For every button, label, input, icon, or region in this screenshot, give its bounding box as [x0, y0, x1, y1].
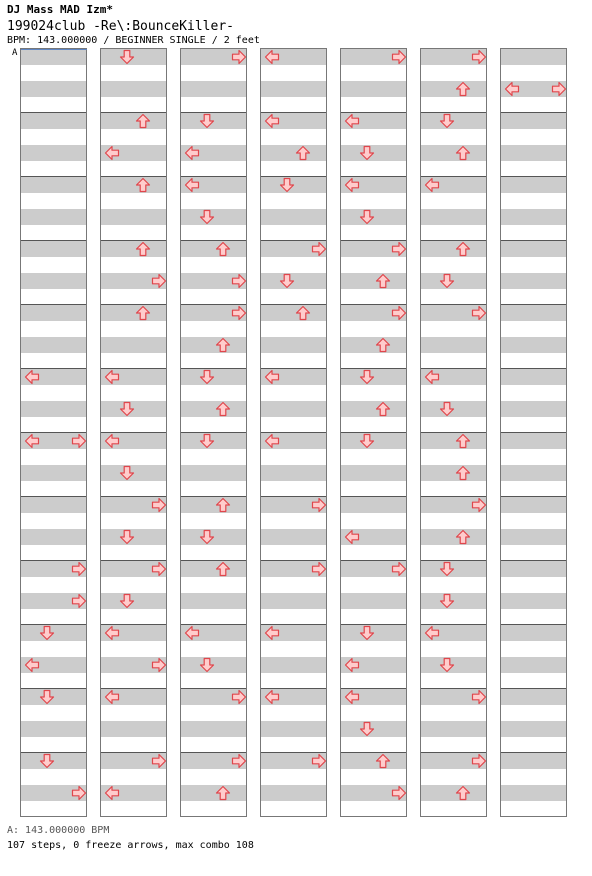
arrow-up-icon	[215, 561, 231, 577]
beat-stripe	[181, 81, 246, 97]
arrow-down-icon	[119, 529, 135, 545]
measure-line	[21, 496, 86, 497]
measure-line	[501, 304, 566, 305]
arrow-left-icon	[344, 657, 360, 673]
beat-stripe	[181, 401, 246, 417]
arrow-down-icon	[199, 529, 215, 545]
beat-stripe	[261, 529, 326, 545]
arrow-up-icon	[375, 753, 391, 769]
arrow-right-icon	[231, 273, 247, 289]
arrow-left-icon	[24, 657, 40, 673]
beat-stripe	[501, 625, 566, 641]
measure-line	[341, 752, 406, 753]
arrow-right-icon	[311, 753, 327, 769]
arrow-left-icon	[184, 145, 200, 161]
chart-column	[340, 48, 407, 817]
beat-stripe	[501, 369, 566, 385]
beat-stripe	[501, 337, 566, 353]
beat-stripe	[501, 401, 566, 417]
step-stats: 107 steps, 0 freeze arrows, max combo 108	[7, 840, 254, 851]
beat-stripe	[501, 497, 566, 513]
arrow-down-icon	[119, 401, 135, 417]
chart-column	[500, 48, 567, 817]
arrow-right-icon	[471, 753, 487, 769]
beat-stripe	[341, 273, 406, 289]
arrow-left-icon	[264, 369, 280, 385]
measure-line	[101, 240, 166, 241]
arrow-up-icon	[135, 177, 151, 193]
arrow-up-icon	[375, 401, 391, 417]
beat-stripe	[341, 593, 406, 609]
arrow-left-icon	[264, 689, 280, 705]
arrow-up-icon	[135, 113, 151, 129]
arrow-up-icon	[455, 529, 471, 545]
beat-stripe	[261, 209, 326, 225]
arrow-left-icon	[104, 785, 120, 801]
arrow-down-icon	[39, 625, 55, 641]
beat-stripe	[501, 593, 566, 609]
beat-stripe	[501, 273, 566, 289]
beat-stripe	[101, 113, 166, 129]
arrow-right-icon	[231, 689, 247, 705]
arrow-left-icon	[264, 625, 280, 641]
beat-stripe	[501, 689, 566, 705]
measure-line	[501, 240, 566, 241]
arrow-down-icon	[199, 657, 215, 673]
arrow-right-icon	[391, 241, 407, 257]
arrow-left-icon	[104, 145, 120, 161]
arrow-up-icon	[455, 241, 471, 257]
arrow-right-icon	[471, 497, 487, 513]
beat-stripe	[421, 241, 486, 257]
arrow-left-icon	[24, 433, 40, 449]
beat-stripe	[261, 305, 326, 321]
arrow-up-icon	[455, 145, 471, 161]
measure-line	[21, 240, 86, 241]
arrow-down-icon	[279, 177, 295, 193]
arrow-left-icon	[344, 113, 360, 129]
song-title: 199024club -Re\:BounceKiller-	[7, 19, 234, 34]
chart-column	[20, 48, 87, 817]
measure-line	[421, 432, 486, 433]
measure-line	[501, 688, 566, 689]
beat-stripe	[181, 721, 246, 737]
beat-stripe	[421, 529, 486, 545]
measure-line	[101, 112, 166, 113]
beat-stripe	[181, 593, 246, 609]
arrow-left-icon	[504, 81, 520, 97]
arrow-up-icon	[455, 785, 471, 801]
arrow-right-icon	[231, 305, 247, 321]
beat-stripe	[21, 145, 86, 161]
measure-line	[341, 496, 406, 497]
beat-stripe	[181, 561, 246, 577]
arrow-left-icon	[424, 369, 440, 385]
arrow-down-icon	[199, 369, 215, 385]
arrow-left-icon	[344, 689, 360, 705]
measure-line	[181, 560, 246, 561]
arrow-right-icon	[311, 497, 327, 513]
beat-stripe	[501, 465, 566, 481]
arrow-left-icon	[264, 49, 280, 65]
arrow-right-icon	[551, 81, 567, 97]
measure-line	[421, 240, 486, 241]
arrow-down-icon	[39, 753, 55, 769]
beat-stripe	[421, 337, 486, 353]
chart-column	[420, 48, 487, 817]
beat-stripe	[181, 241, 246, 257]
arrow-right-icon	[71, 561, 87, 577]
beat-stripe	[21, 177, 86, 193]
measure-line	[181, 496, 246, 497]
beat-stripe	[501, 305, 566, 321]
beat-stripe	[21, 305, 86, 321]
beat-stripe	[261, 657, 326, 673]
beat-stripe	[181, 337, 246, 353]
arrow-right-icon	[471, 689, 487, 705]
arrow-up-icon	[215, 337, 231, 353]
beat-stripe	[101, 721, 166, 737]
arrow-right-icon	[471, 305, 487, 321]
arrow-right-icon	[311, 561, 327, 577]
arrow-left-icon	[184, 625, 200, 641]
arrow-left-icon	[24, 369, 40, 385]
beat-stripe	[261, 81, 326, 97]
beat-stripe	[21, 209, 86, 225]
measure-line	[501, 624, 566, 625]
beat-stripe	[501, 49, 566, 65]
measure-line	[501, 752, 566, 753]
arrow-right-icon	[391, 785, 407, 801]
measure-line	[21, 176, 86, 177]
arrow-down-icon	[359, 369, 375, 385]
arrow-right-icon	[231, 49, 247, 65]
bpm-marker-label: A	[12, 48, 18, 58]
artist-name: DJ Mass MAD Izm*	[7, 3, 113, 16]
arrow-left-icon	[104, 625, 120, 641]
arrow-right-icon	[311, 241, 327, 257]
arrow-left-icon	[184, 177, 200, 193]
bpm-summary: A: 143.000000 BPM	[7, 825, 110, 836]
beat-stripe	[101, 241, 166, 257]
arrow-right-icon	[71, 785, 87, 801]
arrow-left-icon	[104, 689, 120, 705]
measure-line	[501, 112, 566, 113]
beat-stripe	[421, 209, 486, 225]
beat-stripe	[501, 145, 566, 161]
beat-stripe	[21, 497, 86, 513]
beat-stripe	[341, 465, 406, 481]
arrow-right-icon	[151, 497, 167, 513]
arrow-up-icon	[375, 337, 391, 353]
arrow-up-icon	[295, 145, 311, 161]
beat-stripe	[421, 785, 486, 801]
beat-stripe	[261, 721, 326, 737]
beat-stripe	[101, 81, 166, 97]
beat-stripe	[101, 337, 166, 353]
arrow-up-icon	[215, 241, 231, 257]
arrow-up-icon	[215, 401, 231, 417]
beat-stripe	[501, 721, 566, 737]
beat-stripe	[501, 785, 566, 801]
beat-stripe	[101, 209, 166, 225]
beat-stripe	[261, 401, 326, 417]
arrow-up-icon	[135, 241, 151, 257]
arrow-up-icon	[455, 465, 471, 481]
arrow-left-icon	[264, 113, 280, 129]
arrow-right-icon	[391, 49, 407, 65]
arrow-down-icon	[279, 273, 295, 289]
chart-column	[100, 48, 167, 817]
beat-stripe	[21, 113, 86, 129]
beat-stripe	[21, 273, 86, 289]
arrow-right-icon	[151, 273, 167, 289]
beat-stripe	[501, 113, 566, 129]
arrow-left-icon	[344, 177, 360, 193]
beat-stripe	[421, 81, 486, 97]
measure-line	[261, 304, 326, 305]
beat-stripe	[341, 497, 406, 513]
arrow-down-icon	[439, 273, 455, 289]
beat-stripe	[501, 209, 566, 225]
measure-line	[101, 304, 166, 305]
arrow-up-icon	[455, 433, 471, 449]
beat-stripe	[501, 241, 566, 257]
beat-stripe	[341, 81, 406, 97]
arrow-down-icon	[359, 625, 375, 641]
arrow-down-icon	[439, 401, 455, 417]
measure-line	[501, 368, 566, 369]
beat-stripe	[21, 49, 86, 65]
measure-line	[181, 240, 246, 241]
arrow-down-icon	[359, 433, 375, 449]
arrow-down-icon	[439, 113, 455, 129]
beat-stripe	[261, 337, 326, 353]
arrow-left-icon	[344, 529, 360, 545]
arrow-down-icon	[439, 593, 455, 609]
beat-stripe	[21, 81, 86, 97]
arrow-right-icon	[231, 753, 247, 769]
arrow-down-icon	[199, 433, 215, 449]
arrow-down-icon	[359, 721, 375, 737]
beat-stripe	[181, 497, 246, 513]
arrow-down-icon	[119, 593, 135, 609]
chart-column	[260, 48, 327, 817]
arrow-up-icon	[215, 497, 231, 513]
beat-stripe	[181, 785, 246, 801]
measure-line	[21, 304, 86, 305]
arrow-right-icon	[71, 433, 87, 449]
beat-stripe	[501, 433, 566, 449]
arrow-up-icon	[455, 81, 471, 97]
beat-stripe	[101, 177, 166, 193]
bpm-marker-line	[21, 49, 87, 50]
beat-stripe	[501, 177, 566, 193]
arrow-down-icon	[359, 145, 375, 161]
chart-column	[180, 48, 247, 817]
beat-stripe	[21, 337, 86, 353]
beat-stripe	[181, 465, 246, 481]
arrow-down-icon	[39, 689, 55, 705]
arrow-right-icon	[151, 657, 167, 673]
measure-line	[501, 176, 566, 177]
measure-line	[501, 560, 566, 561]
arrow-up-icon	[135, 305, 151, 321]
arrow-left-icon	[424, 177, 440, 193]
beat-stripe	[21, 721, 86, 737]
arrow-left-icon	[104, 369, 120, 385]
arrow-down-icon	[199, 113, 215, 129]
beat-stripe	[21, 241, 86, 257]
arrow-right-icon	[391, 561, 407, 577]
arrow-right-icon	[71, 593, 87, 609]
measure-line	[21, 112, 86, 113]
measure-line	[501, 496, 566, 497]
beat-stripe	[21, 465, 86, 481]
measure-line	[101, 176, 166, 177]
beat-stripe	[261, 785, 326, 801]
arrow-right-icon	[471, 49, 487, 65]
beat-stripe	[261, 145, 326, 161]
beat-stripe	[501, 561, 566, 577]
beat-stripe	[101, 305, 166, 321]
chart-info: BPM: 143.000000 / BEGINNER SINGLE / 2 feet	[7, 35, 260, 46]
arrow-down-icon	[119, 49, 135, 65]
arrow-down-icon	[199, 209, 215, 225]
beat-stripe	[501, 529, 566, 545]
arrow-up-icon	[295, 305, 311, 321]
beat-stripe	[421, 721, 486, 737]
measure-line	[501, 432, 566, 433]
arrow-down-icon	[119, 465, 135, 481]
beat-stripe	[21, 401, 86, 417]
beat-stripe	[421, 433, 486, 449]
beat-stripe	[261, 465, 326, 481]
arrow-left-icon	[264, 433, 280, 449]
arrow-left-icon	[104, 433, 120, 449]
beat-stripe	[501, 753, 566, 769]
arrow-right-icon	[151, 561, 167, 577]
arrow-down-icon	[439, 561, 455, 577]
beat-stripe	[421, 145, 486, 161]
arrow-down-icon	[359, 209, 375, 225]
arrow-down-icon	[439, 657, 455, 673]
beat-stripe	[21, 529, 86, 545]
beat-stripe	[341, 337, 406, 353]
arrow-up-icon	[215, 785, 231, 801]
beat-stripe	[341, 753, 406, 769]
beat-stripe	[341, 401, 406, 417]
beat-stripe	[501, 657, 566, 673]
arrow-up-icon	[375, 273, 391, 289]
arrow-right-icon	[391, 305, 407, 321]
arrow-left-icon	[424, 625, 440, 641]
beat-stripe	[421, 465, 486, 481]
arrow-right-icon	[151, 753, 167, 769]
beat-stripe	[261, 593, 326, 609]
